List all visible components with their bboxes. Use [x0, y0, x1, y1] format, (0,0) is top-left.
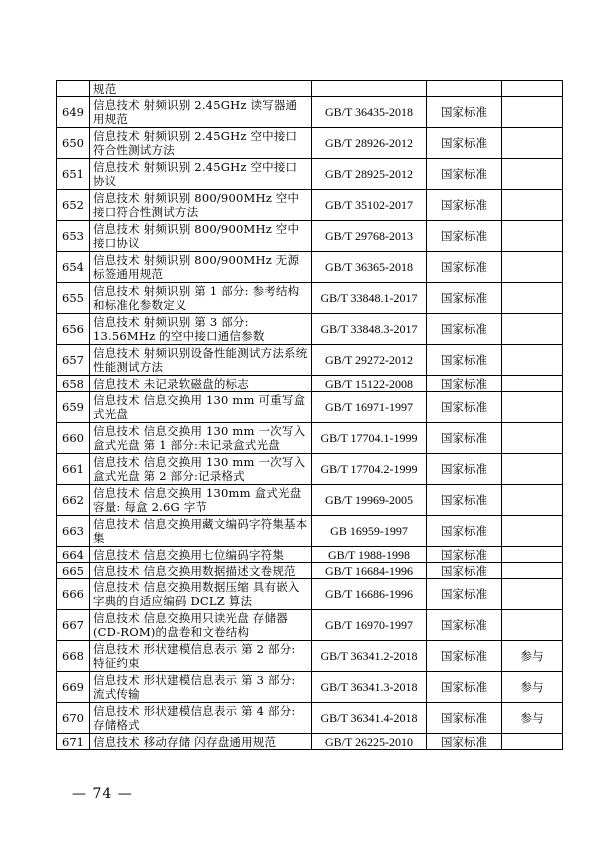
- standard-type: 国家标准: [427, 345, 502, 376]
- standard-type: 国家标准: [427, 641, 502, 672]
- table-row: [57, 252, 563, 283]
- table-row: [57, 97, 563, 128]
- table-row: [57, 128, 563, 159]
- standard-type: 国家标准: [427, 672, 502, 703]
- standard-title: 信息技术 射频识别 800/900MHz 空中接口协议: [90, 221, 312, 252]
- standard-type: 国家标准: [427, 547, 502, 563]
- standard-title: 信息技术 射频识别 800/900MHz 空中接口符合性测试方法: [90, 190, 312, 221]
- standard-number: GB 16959-1997: [312, 516, 427, 547]
- participation-note: [502, 423, 563, 454]
- standard-title: 信息技术 信息交换用数据描述文卷规范: [90, 563, 312, 579]
- standard-title: 信息技术 信息交换用藏文编码字符集基本集: [90, 516, 312, 547]
- standard-number: GB/T 35102-2017: [312, 190, 427, 221]
- row-number: 653: [57, 221, 90, 252]
- row-number: 671: [57, 734, 90, 750]
- page-number: — 74 —: [72, 786, 133, 802]
- standard-number: GB/T 16684-1996: [312, 563, 427, 579]
- table-row: [57, 454, 563, 485]
- row-number: 658: [57, 376, 90, 392]
- standard-type: 国家标准: [427, 159, 502, 190]
- table-row: [57, 547, 563, 563]
- participation-note: [502, 392, 563, 423]
- table-row: [57, 221, 563, 252]
- standard-type: 国家标准: [427, 610, 502, 641]
- standard-number: GB/T 36435-2018: [312, 97, 427, 128]
- table-row: [57, 672, 563, 703]
- standard-title: 信息技术 信息交换用 130 mm 可重写盒式光盘: [90, 392, 312, 423]
- row-number: 654: [57, 252, 90, 283]
- participation-note: [502, 579, 563, 610]
- participation-note: 参与: [502, 641, 563, 672]
- standard-type: 国家标准: [427, 485, 502, 516]
- table-row: [57, 159, 563, 190]
- standard-title: 信息技术 射频识别 2.45GHz 空中接口符合性测试方法: [90, 128, 312, 159]
- continuation-row: [57, 81, 563, 97]
- row-number: 669: [57, 672, 90, 703]
- table-row: [57, 734, 563, 750]
- row-number: 664: [57, 547, 90, 563]
- standard-title: 信息技术 射频识别 第 1 部分: 参考结构和标准化参数定义: [90, 283, 312, 314]
- table-row: [57, 376, 563, 392]
- table-row: [57, 485, 563, 516]
- participation-note: [502, 345, 563, 376]
- standard-title: 信息技术 信息交换用七位编码字符集: [90, 547, 312, 563]
- participation-note: [502, 485, 563, 516]
- continuation-title-cell: 规范: [90, 81, 312, 97]
- standard-type: 国家标准: [427, 516, 502, 547]
- participation-note: [502, 563, 563, 579]
- table-row: [57, 610, 563, 641]
- row-number: 666: [57, 579, 90, 610]
- row-number: 656: [57, 314, 90, 345]
- standard-title: 信息技术 形状建模信息表示 第 4 部分: 存储格式: [90, 703, 312, 734]
- table-row: [57, 392, 563, 423]
- participation-note: [502, 283, 563, 314]
- table-row: [57, 314, 563, 345]
- row-number: 662: [57, 485, 90, 516]
- standard-number: GB/T 16686-1996: [312, 579, 427, 610]
- standard-type: 国家标准: [427, 423, 502, 454]
- standard-title: 信息技术 移动存储 闪存盘通用规范: [90, 734, 312, 750]
- table-row: [57, 190, 563, 221]
- row-number: 661: [57, 454, 90, 485]
- standard-type: 国家标准: [427, 128, 502, 159]
- participation-note: [502, 159, 563, 190]
- row-number: 657: [57, 345, 90, 376]
- standard-number: GB/T 29272-2012: [312, 345, 427, 376]
- table-row: [57, 516, 563, 547]
- participation-note: [502, 190, 563, 221]
- participation-note: [502, 610, 563, 641]
- standard-title: 信息技术 射频识别 800/900MHz 无源标签通用规范: [90, 252, 312, 283]
- row-number: 670: [57, 703, 90, 734]
- standard-title: 信息技术 信息交换用 130 mm 一次写入盒式光盘 第 1 部分:未记录盒式光盘: [90, 423, 312, 454]
- standard-number: GB/T 36341.2-2018: [312, 641, 427, 672]
- row-number: 649: [57, 97, 90, 128]
- standard-number: GB/T 36341.4-2018: [312, 703, 427, 734]
- table-row: [57, 641, 563, 672]
- standard-number: GB/T 17704.1-1999: [312, 423, 427, 454]
- participation-note: [502, 128, 563, 159]
- standard-title: 信息技术 射频识别 2.45GHz 读写器通用规范: [90, 97, 312, 128]
- participation-note: [502, 516, 563, 547]
- participation-note: 参与: [502, 672, 563, 703]
- row-number: 651: [57, 159, 90, 190]
- participation-note: [502, 314, 563, 345]
- standard-type: 国家标准: [427, 703, 502, 734]
- standard-title: 信息技术 未记录软磁盘的标志: [90, 376, 312, 392]
- table-row: [57, 423, 563, 454]
- participation-note: [502, 252, 563, 283]
- table-row: [57, 563, 563, 579]
- standard-type: 国家标准: [427, 392, 502, 423]
- standard-number: GB/T 29768-2013: [312, 221, 427, 252]
- standard-type: 国家标准: [427, 283, 502, 314]
- standard-number: GB/T 19969-2005: [312, 485, 427, 516]
- standard-number: GB/T 16970-1997: [312, 610, 427, 641]
- standard-type: 国家标准: [427, 97, 502, 128]
- standard-type: 国家标准: [427, 376, 502, 392]
- standard-title: 信息技术 形状建模信息表示 第 3 部分: 流式传输: [90, 672, 312, 703]
- participation-note: [502, 734, 563, 750]
- standard-type: 国家标准: [427, 221, 502, 252]
- standard-type: 国家标准: [427, 252, 502, 283]
- participation-note: [502, 221, 563, 252]
- standard-title: 信息技术 信息交换用 130mm 盒式光盘容量: 每盒 2.6G 字节: [90, 485, 312, 516]
- standard-type: 国家标准: [427, 563, 502, 579]
- row-number: 667: [57, 610, 90, 641]
- standard-number: GB/T 28926-2012: [312, 128, 427, 159]
- standard-number: GB/T 36341.3-2018: [312, 672, 427, 703]
- table-row: [57, 345, 563, 376]
- standard-type: 国家标准: [427, 314, 502, 345]
- standards-table: [56, 80, 563, 750]
- standard-title: 信息技术 射频识别 2.45GHz 空中接口协议: [90, 159, 312, 190]
- table-row: [57, 579, 563, 610]
- participation-note: [502, 97, 563, 128]
- standard-type: 国家标准: [427, 734, 502, 750]
- standard-number: GB/T 15122-2008: [312, 376, 427, 392]
- standard-number: GB/T 28925-2012: [312, 159, 427, 190]
- standard-number: GB/T 26225-2010: [312, 734, 427, 750]
- standard-number: GB/T 33848.1-2017: [312, 283, 427, 314]
- standard-title: 信息技术 射频识别设备性能测试方法系统性能测试方法: [90, 345, 312, 376]
- participation-note: [502, 547, 563, 563]
- standard-number: GB/T 1988-1998: [312, 547, 427, 563]
- row-number: 660: [57, 423, 90, 454]
- standard-title: 信息技术 形状建模信息表示 第 2 部分: 特征约束: [90, 641, 312, 672]
- standard-title: 信息技术 射频识别 第 3 部分: 13.56MHz 的空中接口通信参数: [90, 314, 312, 345]
- standard-number: GB/T 36365-2018: [312, 252, 427, 283]
- table-row: [57, 283, 563, 314]
- standard-number: GB/T 33848.3-2017: [312, 314, 427, 345]
- row-number: 650: [57, 128, 90, 159]
- row-number: 668: [57, 641, 90, 672]
- standard-title: 信息技术 信息交换用只读光盘 存储器(CD-ROM)的盘卷和文卷结构: [90, 610, 312, 641]
- table-row: [57, 703, 563, 734]
- standard-title: 信息技术 信息交换用数据压缩 具有嵌入字典的自适应编码 DCLZ 算法: [90, 579, 312, 610]
- participation-note: 参与: [502, 703, 563, 734]
- standard-title: 信息技术 信息交换用 130 mm 一次写入盒式光盘 第 2 部分:记录格式: [90, 454, 312, 485]
- standard-type: 国家标准: [427, 190, 502, 221]
- participation-note: [502, 454, 563, 485]
- standard-number: GB/T 16971-1997: [312, 392, 427, 423]
- standard-type: 国家标准: [427, 454, 502, 485]
- standard-type: 国家标准: [427, 579, 502, 610]
- continuation-num-cell: [57, 81, 90, 97]
- row-number: 652: [57, 190, 90, 221]
- row-number: 665: [57, 563, 90, 579]
- row-number: 655: [57, 283, 90, 314]
- standard-number: GB/T 17704.2-1999: [312, 454, 427, 485]
- row-number: 659: [57, 392, 90, 423]
- row-number: 663: [57, 516, 90, 547]
- participation-note: [502, 376, 563, 392]
